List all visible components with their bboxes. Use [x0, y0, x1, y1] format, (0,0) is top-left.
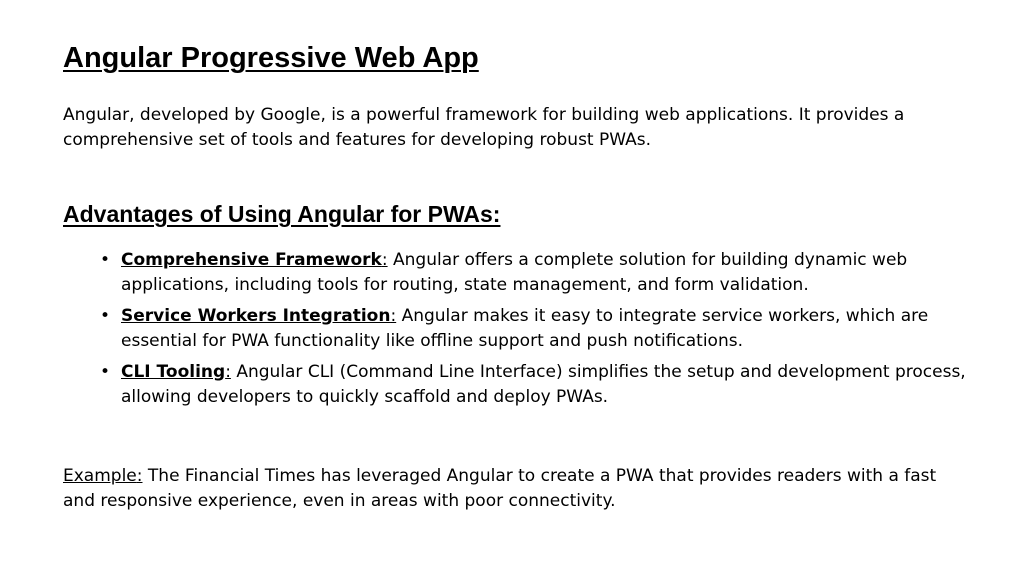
- bullet-icon: •: [100, 250, 111, 270]
- example-colon: :: [136, 466, 143, 486]
- bullet-term: CLI Tooling: [121, 362, 226, 382]
- list-item: [100, 304, 970, 354]
- list-item: [100, 248, 970, 298]
- bullet-text: Angular offers a complete solution for building dynamic web applications, including tools for routing, state management, and form validation.: [121, 250, 908, 295]
- bullet-term: Service Workers Integration: [121, 306, 391, 326]
- list-item: [100, 360, 970, 410]
- example-label: Example: [63, 466, 137, 486]
- bullet-colon: :: [225, 362, 231, 382]
- slide-title: Angular Progressive Web App: [63, 42, 479, 74]
- advantages-list: [100, 248, 970, 416]
- bullet-colon: :: [390, 306, 397, 326]
- example-paragraph: [63, 464, 963, 514]
- bullet-colon: :: [381, 250, 388, 270]
- bullet-term: Comprehensive Framework: [121, 250, 382, 270]
- intro-paragraph: Angular, developed by Google, is a powerful framework for building web applications. It provides a comprehensive set of tools and features for developing robust PWAs.: [63, 105, 905, 150]
- example-text: The Financial Times has leveraged Angular to create a PWA that provides readers with a fast and responsive experience, even in areas with poor connectivity.: [63, 466, 937, 511]
- bullet-icon: •: [100, 362, 111, 382]
- advantages-heading: Advantages of Using Angular for PWAs:: [63, 201, 501, 227]
- bullet-icon: •: [100, 306, 111, 326]
- bullet-text: Angular makes it easy to integrate service workers, which are essential for PWA functionality like offline support and push notifications.: [121, 306, 929, 351]
- bullet-text: Angular CLI (Command Line Interface) simplifies the setup and development process, allowing developers to quickly scaffold and deploy PWAs.: [121, 362, 966, 407]
